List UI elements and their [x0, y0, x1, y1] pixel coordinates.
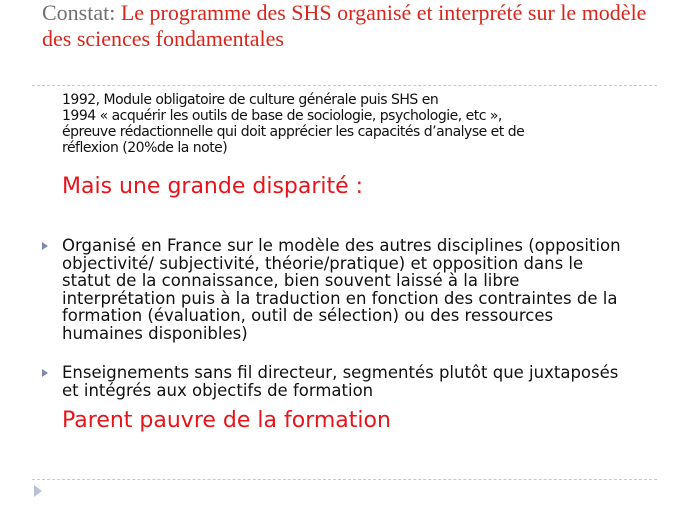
- top-divider: [32, 85, 657, 86]
- subheading-parent-pauvre: Parent pauvre de la formation: [62, 408, 391, 433]
- bullet-line: interprétation puis à la traduction en fonction des contraintes de la: [62, 288, 618, 308]
- bullet-text: [62, 237, 652, 342]
- intro-line: épreuve rédactionnelle qui doit apprécier les capacités d’analyse et de: [62, 124, 525, 140]
- play-triangle-icon[interactable]: [34, 485, 42, 497]
- bullet-text: [62, 364, 652, 399]
- title-main: Le programme des SHS organisé et interprété sur le modèle des sciences fondamentales: [42, 0, 647, 51]
- bullet-line: humaines disponibles): [62, 323, 248, 343]
- title-lead: Constat:: [42, 0, 116, 25]
- intro-line: 1994 « acquérir les outils de base de sociologie, psychologie, etc »,: [62, 108, 502, 124]
- bottom-divider: [32, 479, 657, 480]
- bullet-line: et intégrés aux objectifs de formation: [62, 380, 374, 400]
- bullet-line: Enseignements sans fil directeur, segmentés plutôt que juxtaposés: [62, 363, 619, 382]
- bullet-triangle-icon: [42, 369, 48, 377]
- bullet-line: formation (évaluation, outil de sélection) ou des ressources: [62, 306, 554, 325]
- subheading-disparity: Mais une grande disparité :: [62, 174, 364, 199]
- bullet-line: Organisé en France sur le modèle des autres disciplines (opposition: [62, 236, 621, 255]
- bullet-item: [42, 237, 652, 342]
- slide-title: [42, 0, 672, 52]
- bullet-item: [42, 364, 652, 399]
- intro-line: réflexion (20%de la note): [62, 140, 228, 156]
- intro-line: 1992, Module obligatoire de culture générale puis SHS en: [62, 92, 439, 108]
- bullet-triangle-icon: [42, 242, 48, 250]
- bullet-line: objectivité/ subjectivité, théorie/pratique) et opposition dans le: [62, 253, 584, 273]
- bullet-line: statut de la connaissance, bien souvent laissé à la libre: [62, 271, 520, 290]
- intro-paragraph: [62, 92, 622, 156]
